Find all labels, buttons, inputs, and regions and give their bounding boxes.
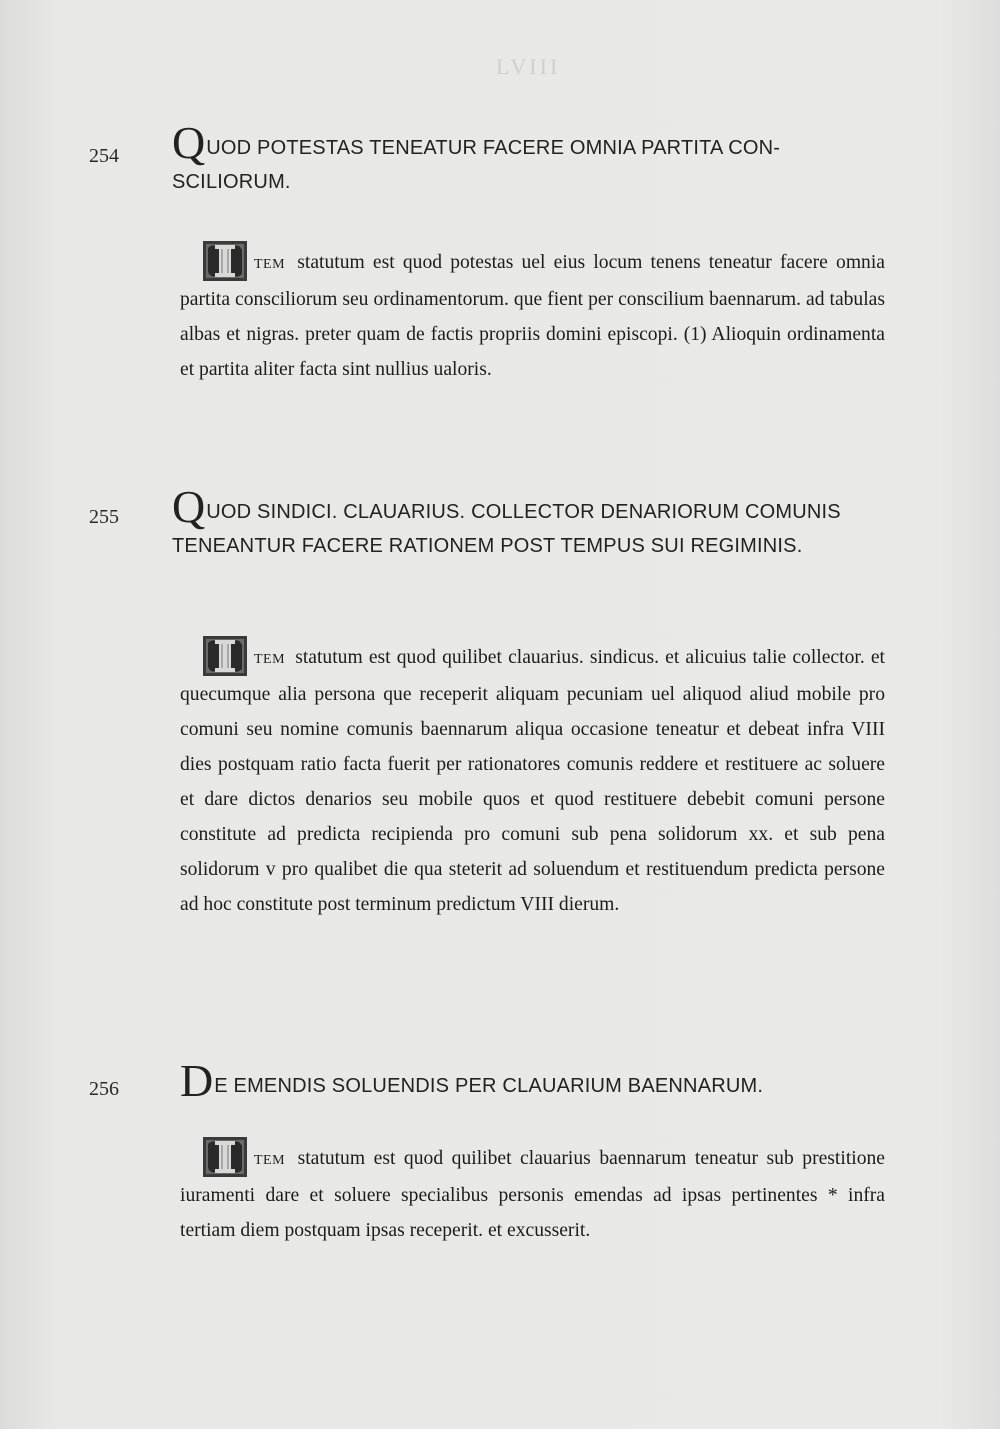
- section-body: [180, 240, 885, 387]
- section-heading: [172, 481, 884, 563]
- ornamental-I-initial-icon: [202, 240, 248, 282]
- section-number: 256: [89, 1078, 119, 1100]
- ornamental-I-initial-icon: [202, 635, 248, 677]
- section-heading: [172, 117, 884, 199]
- heading-initial: Q: [172, 117, 206, 168]
- section-number: 254: [89, 145, 119, 167]
- body-text: statutum est quod quilibet clauarius. sindicus. et alicuius talie collector. et quecumque alia persona que receperit aliquam pecuniam uel aliquod aliud mobile pro comuni seu nomine comunis baennarum aliqua occasione teneatur et debeat infra VIII dies postquam ratio facta fuerit per rationatores comunis reddere et restituere ac soluere et dare dictos denarios seu mobile quos et quod restituere debebit comuni persone constitute ad predicta recipienda pro comuni sub pena solidorum xx. et sub pena solidorum v pro qualibet die qua steterit ad soluendum et restituendum predicta persone ad hoc constitute post terminum predictum VIII dierum.: [180, 647, 885, 915]
- section-heading: [180, 1055, 892, 1106]
- section-body: [180, 635, 885, 922]
- heading-initial: Q: [172, 481, 206, 532]
- body-text: statutum est quod potestas uel eius locum tenens teneatur facere omnia partita consciliorum seu ordinamentorum. que fient per conscilium baennarum. ad tabulas albas et nigras. preter quam de factis propriis domini episcopi. (1) Alioquin ordinamenta et partita aliter facta sint nullius ualoris.: [180, 252, 885, 380]
- heading-text: UOD POTESTAS TENEATUR FACERE OMNIA PARTITA CON-SCILIORUM.: [172, 137, 781, 193]
- lead-word: TEM: [254, 652, 286, 667]
- lead-word: TEM: [254, 1153, 286, 1168]
- lead-word: TEM: [254, 257, 286, 272]
- heading-text: E EMENDIS SOLUENDIS PER CLAUARIUM BAENNARUM.: [214, 1075, 764, 1097]
- heading-initial: D: [180, 1055, 214, 1106]
- ornamental-I-initial-icon: [202, 1136, 248, 1178]
- section-body: [180, 1136, 885, 1248]
- section-number: 255: [89, 506, 119, 528]
- running-header: LVIII: [496, 54, 561, 79]
- heading-text: UOD SINDICI. CLAUARIUS. COLLECTOR DENARIORUM COMUNIS TENEANTUR FACERE RATIONEM POST TEMPUS SUI REGIMINIS.: [172, 501, 841, 557]
- body-text: statutum est quod quilibet clauarius baennarum teneatur sub prestitione iuramenti dare et soluere specialibus personis emendas ad ipsas pertinentes * infra tertiam diem postquam ipsas receperit. et excusserit.: [180, 1148, 885, 1241]
